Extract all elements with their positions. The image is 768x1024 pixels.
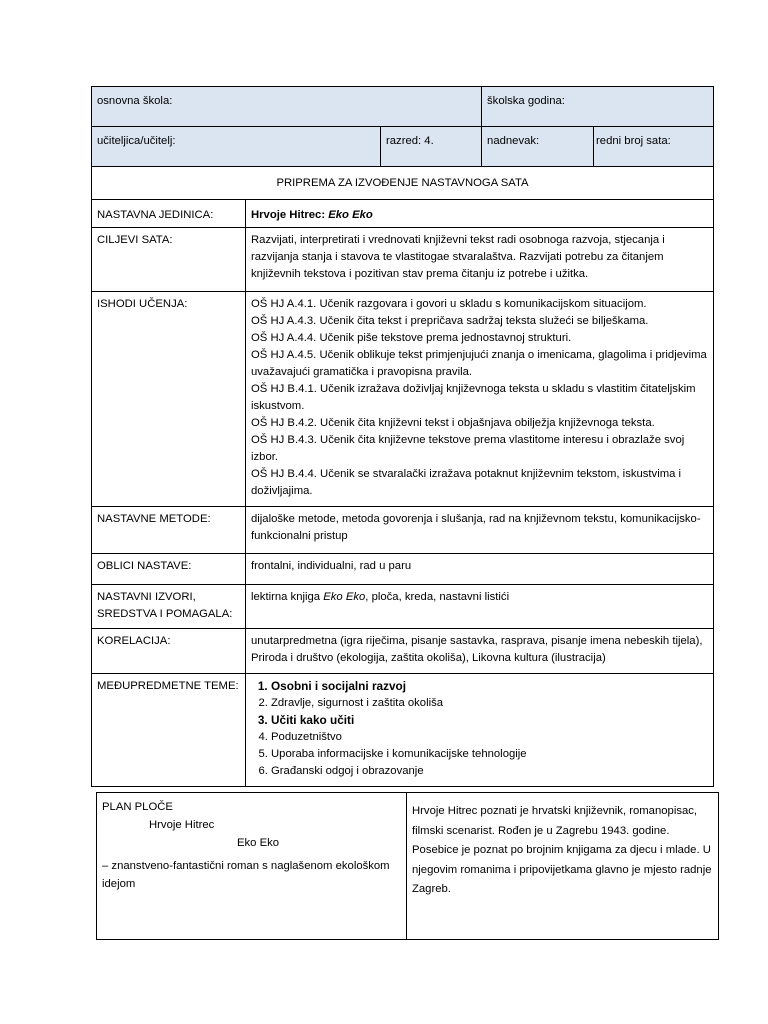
date-label: nadnevak: (487, 135, 540, 147)
themes-label: MEĐUPREDMETNE TEME: (92, 674, 246, 787)
correlation-text: unutarpredmetna (igra riječima, pisanje sastavka, rasprava, pisanje imena nebeskih tijela), Priroda i društvo (ekologija, zaštita okoliša), Likovna kultura (ilustracija) (246, 629, 714, 674)
lesson-number-label: redni broj sata: (596, 135, 671, 147)
outcomes-list (246, 292, 714, 507)
school-cell (92, 87, 482, 127)
author-bio-cell (407, 793, 719, 940)
board-plan-cell (97, 793, 407, 940)
author-bio-paragraph: Posebice je poznat po brojnim knjigama za djecu i mlade. U njegovim romanima i pripovijetkama glavno je mjesto radnje Zagreb. (412, 844, 712, 895)
grade-label: razred: 4. (386, 135, 434, 147)
outcome-item: OŠ HJ B.4.3. Učenik čita književne tekstove prema vlastitome interesu i obrazlaže svoj izbor. (251, 434, 685, 463)
unit-value (246, 200, 714, 228)
school-label: osnovna škola: (97, 95, 173, 107)
board-plan-title: PLAN PLOČE (102, 801, 173, 813)
outcomes-label: ISHODI UČENJA: (92, 292, 246, 507)
correlation-label: KORELACIJA: (92, 629, 246, 674)
sources-post: , ploča, kreda, nastavni listići (365, 591, 510, 603)
themes-cell (246, 674, 714, 787)
theme-item: 3. Učiti kako učiti (271, 712, 708, 729)
unit-label: NASTAVNA JEDINICA: (92, 200, 246, 228)
teacher-cell (92, 127, 381, 167)
outcome-item: OŠ HJ B.4.1. Učenik izražava doživljaj književnoga teksta u skladu s vlastitim čitateljskim iskustvom. (251, 383, 696, 412)
theme-item: 2. Zdravlje, sigurnost i zaštita okoliša (271, 695, 708, 712)
outcome-item: OŠ HJ B.4.4. Učenik se stvaralački izražava potaknut književnim tekstom, iskustvima i doživljajima. (251, 468, 682, 497)
school-year-cell (482, 87, 714, 127)
theme-item: 5. Uporaba informacijske i komunikacijske tehnologije (271, 746, 708, 763)
board-plan-author: Hrvoje Hitrec (149, 819, 215, 831)
methods-label: NASTAVNE METODE: (92, 507, 246, 554)
unit-author: Hrvoje Hitrec: (251, 209, 329, 221)
themes-list (251, 678, 708, 780)
theme-item: 6. Građanski odgoj i obrazovanje (271, 763, 708, 780)
goals-text: Razvijati, interpretirati i vrednovati književni tekst radi osobnoga razvoja, stjecanja i razvijanja stanja i stavova te vlastitogae stvaralaštva. Razvijati potrebu za čitanjem književnih tekstova i pozitivan stav prema čitanju iz potrebe i užitka. (246, 228, 714, 292)
theme-item: 1. Osobni i socijalni razvoj (271, 678, 708, 695)
forms-text: frontalni, individualni, rad u paru (246, 554, 714, 585)
outcome-item: OŠ HJ B.4.2. Učenik čita književni tekst i objašnjava obilježja književnoga teksta. (251, 417, 655, 429)
outcome-item: OŠ HJ A.4.1. Učenik razgovara i govori u skladu s komunikacijskom situacijom. (251, 298, 647, 310)
document-title: PRIPREMA ZA IZVOĐENJE NASTAVNOGA SATA (92, 167, 714, 200)
outcome-item: OŠ HJ A.4.5. Učenik oblikuje tekst primjenjujući znanja o imenicama, glagolima i pridjevima uvažavajući gramatička i pravopisna pravila. (251, 349, 707, 378)
board-plan-table (96, 792, 719, 940)
sources-label (92, 585, 246, 629)
sources-work-title: Eko Eko (323, 591, 366, 603)
school-year-label: školska godina: (487, 95, 565, 107)
theme-item: 4. Poduzetništvo (271, 729, 708, 746)
author-bio-paragraph: Hrvoje Hitrec poznati je hrvatski književnik, romanopisac, filmski scenarist. Rođen je u Zagrebu 1943. godine. (412, 805, 698, 837)
outcome-item: OŠ HJ A.4.3. Učenik čita tekst i prepričava sadržaj teksta služeći se bilješkama. (251, 315, 649, 327)
board-plan-description: – znanstveno-fantastični roman s naglašenom ekološkom idejom (102, 860, 390, 890)
lesson-plan-table (91, 86, 714, 787)
goals-label: CILJEVI SATA: (92, 228, 246, 292)
sources-text (246, 585, 714, 629)
sources-label-line: NASTAVNI IZVORI, (97, 591, 196, 603)
lesson-number-cell (594, 127, 714, 167)
forms-label: OBLICI NASTAVE: (92, 554, 246, 585)
grade-cell (381, 127, 482, 167)
sources-label-line: SREDSTVA I POMAGALA: (97, 608, 233, 620)
board-plan-work: Eko Eko (237, 837, 280, 849)
teacher-label: učiteljica/učitelj: (97, 135, 176, 147)
sources-pre: lektirna knjiga (251, 591, 324, 603)
methods-text: dijaloške metode, metoda govorenja i slušanja, rad na književnom tekstu, komunikacijsko-funkcionalni pristup (246, 507, 714, 554)
date-cell (482, 127, 594, 167)
outcome-item: OŠ HJ A.4.4. Učenik piše tekstove prema jednostavnoj strukturi. (251, 332, 572, 344)
unit-work-title: Eko Eko (328, 209, 373, 221)
